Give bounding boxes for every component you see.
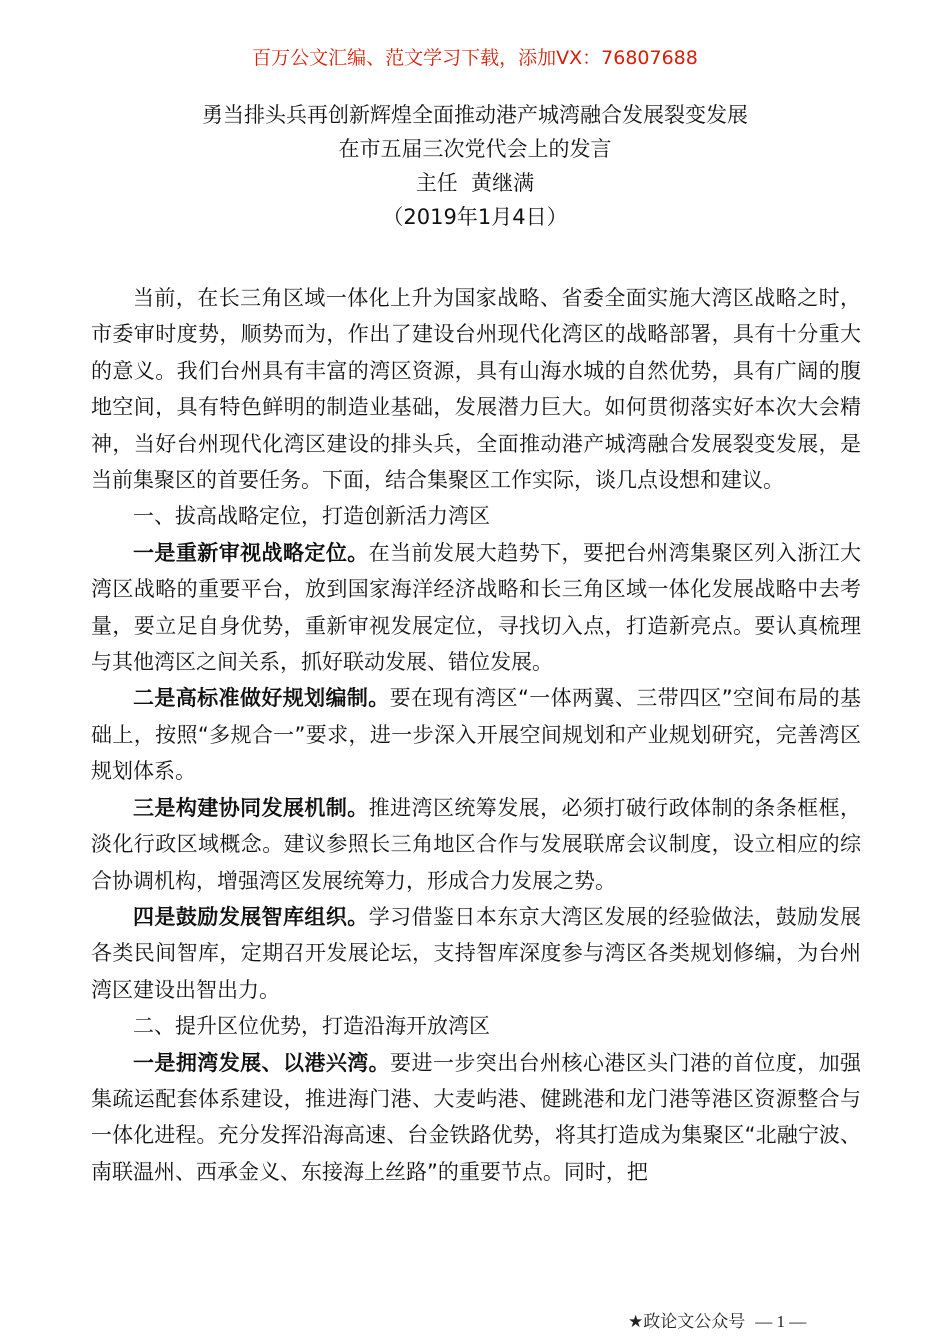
- paragraph-text: 要在现有湾区“一体两翼、三带四区”空间布局的基础上，按照“多规合一”要求，进一步深入开展空间规划和产业规划研究，完善湾区规划体系。: [91, 686, 861, 784]
- paragraph-lead: 一是拥湾发展、以港兴湾。: [133, 1050, 391, 1075]
- paragraph-text: 推进湾区统筹发展，必须打破行政体制的条条框框，淡化行政区域概念。建议参照长三角地区合作与发展联席会议制度，设立相应的综合协调机构，增强湾区发展统筹力，形成合力发展之势。: [91, 795, 862, 893]
- document-body: [91, 280, 861, 1190]
- section-heading: [91, 498, 861, 534]
- paragraph-lead: 四是鼓励发展智库组织。: [133, 904, 369, 929]
- paragraph-text: 学习借鉴日本东京大湾区发展的经验做法，鼓励发展各类民间智库，定期召开发展论坛，支持智库深度参与湾区各类规划修编，为台州湾区建设出智出力。: [91, 904, 862, 1002]
- author-line: 主任 黄继满: [415, 171, 535, 195]
- paragraph: [91, 535, 861, 681]
- date-line: （2019年1月4日）: [382, 205, 568, 229]
- paragraph: [91, 1045, 861, 1191]
- paragraph-text: 在当前发展大趋势下，要把台州湾集聚区列入浙江大湾区战略的重要平台，放到国家海洋经济战略和长三角区域一体化发展战略中去考量，要立足自身优势，重新审视发展定位，寻找切入点，打造新亮点。要认真梳理与其他湾区之间关系，抓好联动发展、错位发展。: [91, 540, 862, 675]
- paragraph-text: 一、拔高战略定位，打造创新活力湾区: [133, 504, 490, 529]
- section-heading: [91, 1008, 861, 1044]
- paragraph-lead: 二是高标准做好规划编制。: [133, 686, 390, 711]
- document-title: 勇当排头兵再创新辉煌全面推动港产城湾融合发展裂变发展: [202, 103, 748, 127]
- paragraph-text: 要进一步突出台州核心港区头门港的首位度，加强集疏运配套体系建设，推进海门港、大麦屿港、健跳港和龙门港等港区资源整合与一体化进程。充分发挥沿海高速、台金铁路优势，将其打造成为集聚区“北融宁波、南联温州、西承金义、东接海上丝路”的重要节点。同时，把: [91, 1050, 862, 1184]
- title-block: [0, 98, 950, 234]
- page-number: — 1 —: [755, 1312, 807, 1331]
- paragraph: [91, 280, 861, 498]
- paragraph-lead: 一是重新审视战略定位。: [133, 540, 369, 565]
- paragraph: [91, 899, 861, 1008]
- paragraph: [91, 790, 861, 899]
- footer-source: ★政论文公众号: [628, 1312, 746, 1332]
- paragraph: [91, 680, 861, 789]
- header-watermark: 百万公文汇编、范文学习下载，添加VX：76807688: [252, 47, 698, 69]
- page-footer: [628, 1310, 868, 1334]
- paragraph-lead: 三是构建协同发展机制。: [133, 795, 369, 820]
- paragraph-text: 二、提升区位优势，打造沿海开放湾区: [133, 1014, 490, 1039]
- paragraph-text: 当前，在长三角区域一体化上升为国家战略、省委全面实施大湾区战略之时，市委审时度势，顺势而为，作出了建设台州现代化湾区的战略部署，具有十分重大的意义。我们台州具有丰富的湾区资源，具有山海水城的自然优势，具有广阔的腹地空间，具有特色鲜明的制造业基础，发展潜力巨大。如何贯彻落实好本次大会精神，当好台州现代化湾区建设的排头兵，全面推动港产城湾融合发展裂变发展，是当前集聚区的首要任务。下面，结合集聚区工作实际，谈几点设想和建议。: [91, 286, 861, 493]
- document-subtitle: 在市五届三次党代会上的发言: [338, 137, 612, 161]
